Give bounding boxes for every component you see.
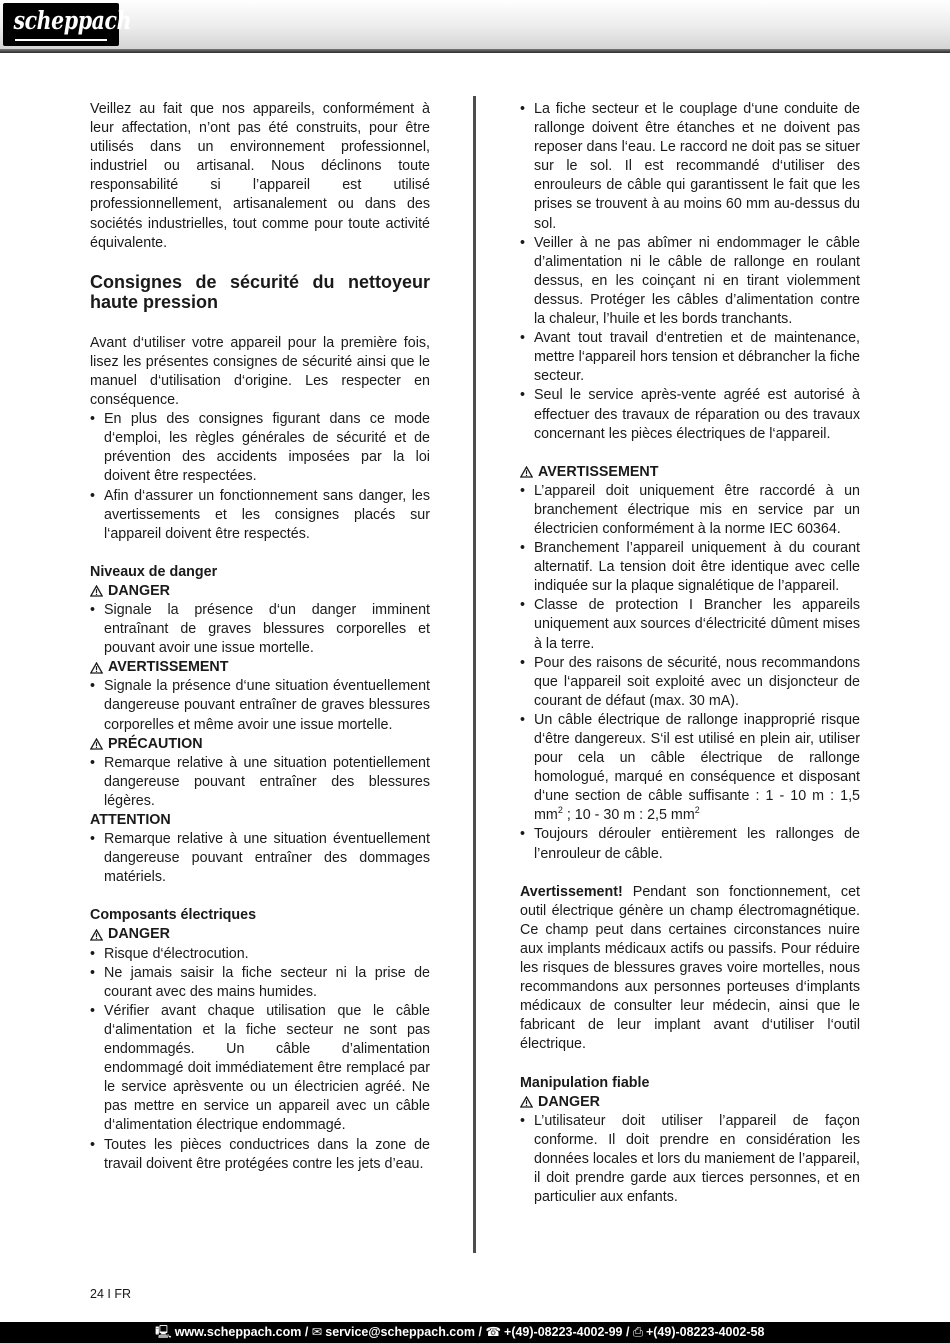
page-number: 24 I FR xyxy=(90,1287,131,1301)
footer-email[interactable]: service@scheppach.com xyxy=(325,1325,476,1339)
danger-list xyxy=(90,601,430,658)
list-item: • En plus des consignes figurant dans ce mode d‘emploi, les règles générales de sécurité et de prévention des accidents imposées par la loi doivent être respectées. xyxy=(90,410,430,486)
list-item: • Remarque relative à une situation éventuellement dangereuse pouvant entraîner des dommages matériels. xyxy=(90,830,430,887)
list-item: • Signale la présence d‘un danger imminent entraînant de graves blessures corporelles et pouvant avoir une issue mortelle. xyxy=(90,601,430,658)
list-item: • L’appareil doit uniquement être raccordé à un branchement électrique mis en service par un électricien conformément à la norme IEC 60364. xyxy=(520,482,860,539)
page-footer xyxy=(0,1322,950,1343)
handling-danger-heading xyxy=(520,1093,860,1112)
separator: / xyxy=(475,1325,486,1339)
superscript: 2 xyxy=(694,805,700,816)
emf-text: Pendant son fonctionnement, cet outil électrique génère un champ électromagnétique. Ce champ peut dans certaines circonstances nuire aux implants médicaux actifs ou passifs. Pour réduire les risques de blessures graves voire mortelles, nous recommandons aux personnes porteuses d‘implants médicaux de consulter leur médecin, ainsi que le fabricant de leur implant avant d‘utiliser l‘outil électrique. xyxy=(520,883,860,1053)
warning-list xyxy=(90,677,430,734)
footer-phone: +(49)-08223-4002-99 xyxy=(504,1325,623,1339)
warning-triangle-icon xyxy=(90,738,103,750)
attention-label: ATTENTION xyxy=(90,812,171,828)
list-item: • Toujours dérouler entièrement les rallonges de l’enrouleur de câble. xyxy=(520,825,860,863)
levels-title: Niveaux de danger xyxy=(90,563,218,580)
warning-triangle-icon xyxy=(90,585,103,597)
logo-text: scheppach xyxy=(13,6,132,35)
warning-heading xyxy=(90,658,430,677)
footer-website[interactable]: www.scheppach.com xyxy=(174,1325,302,1339)
separator: / xyxy=(622,1325,633,1339)
list-item: • Pour des raisons de sécurité, nous recommandons que l‘appareil soit exploité avec un disjoncteur de courant de défaut (max. 30 mA). xyxy=(520,654,860,711)
list-item: • Avant tout travail d‘entretien et de maintenance, mettre l‘appareil hors tension et débrancher la fiche secteur. xyxy=(520,329,860,386)
right-warning-heading xyxy=(520,463,860,482)
list-item: • La fiche secteur et le couplage d‘une conduite de rallonge doivent être étanches et ne doivent pas reposer dans l‘eau. Le raccord ne doit pas se situer sur le sol. Il est recommandé d‘utiliser des enrouleurs de câble qui garantissent le fait que les prises se trouvent à au moins 60 mm au-dessus du sol. xyxy=(520,100,860,234)
cable-safety-list xyxy=(520,100,860,444)
cable-section-item xyxy=(520,711,860,826)
header-rule xyxy=(0,49,950,53)
caution-heading xyxy=(90,735,430,754)
column-divider xyxy=(473,96,476,1253)
attention-list xyxy=(90,830,430,887)
right-warning-list xyxy=(520,482,860,864)
before-use-paragraph: Avant d‘utiliser votre appareil pour la première fois, lisez les présentes consignes de sécurité ainsi que le manuel d‘utilisation d‘origine. Les respecter en conséquence. xyxy=(90,334,430,409)
right-column xyxy=(520,100,860,1207)
list-item: • Veiller à ne pas abîmer ni endommager le câble d’alimentation ni le câble de rallonge en roulant dessus, en les coinçant ni en tirant violemment dessus. Protéger les câbles d’alimentation contre la chaleur, l’huile et les bords tranchants. xyxy=(520,234,860,329)
list-item: • Branchement l’appareil uniquement à du courant alternatif. La tension doit être identique avec celle indiquée sur la plaque signalétique de l’appareil. xyxy=(520,539,860,596)
intro-paragraph: Veillez au fait que nos appareils, conformément à leur affectation, n’ont pas été construits, pour être utilisés dans un environnement professionnel, industriel ou artisanal. Nous déclinons toute responsabilité si l’appareil est utilisé professionnellement, artisanalement ou dans des sociétés industrielles, tout comme pour toute activité équivalente. xyxy=(90,101,430,251)
list-item: • Classe de protection I Brancher les appareils uniquement aux sources d‘électricité dûment mises à la terre. xyxy=(520,596,860,653)
cable-item-mid: ; 10 - 30 m : 2,5 mm xyxy=(562,807,695,824)
electrical-list xyxy=(90,945,430,1174)
electrical-title: Composants électriques xyxy=(90,907,257,924)
caution-list xyxy=(90,754,430,811)
heading-line-2: haute pression xyxy=(90,291,219,312)
page-header xyxy=(0,0,950,49)
handling-list xyxy=(520,1112,860,1207)
danger-heading xyxy=(90,582,430,601)
handling-title: Manipulation fiable xyxy=(520,1074,650,1091)
heading-line-1: Consignes de sécurité du nettoyeur xyxy=(90,271,430,292)
list-item: • Remarque relative à une situation potentiellement dangereuse pouvant entraîner des blessures légères. xyxy=(90,754,430,811)
warning-triangle-icon xyxy=(90,662,103,674)
danger-label: DANGER xyxy=(108,926,170,943)
danger-label: DANGER xyxy=(108,582,170,599)
emf-paragraph xyxy=(520,883,860,1055)
phone-icon: ☎ xyxy=(485,1325,502,1339)
danger-label: DANGER xyxy=(538,1093,600,1110)
list-item: • Signale la présence d‘une situation éventuellement dangereuse pouvant entraîner de graves blessures corporelles et même avoir une issue mortelle. xyxy=(90,677,430,734)
footer-fax: +(49)-08223-4002-58 xyxy=(645,1325,765,1339)
emf-label: Avertissement! xyxy=(520,883,623,900)
warning-triangle-icon xyxy=(520,466,533,478)
superscript: 2 xyxy=(557,805,563,816)
fax-icon: ⎙ xyxy=(632,1325,643,1339)
section-heading xyxy=(90,272,430,312)
list-item: • Vérifier avant chaque utilisation que le câble d‘alimentation et la fiche secteur ne sont pas endommagés. Un câble d’alimentation endommagé doit immédiatement être remplacé par le service aprèsvente ou un électricien agréé. Ne pas mettre en service un appareil avec un câble d‘alimentation électrique endommagé. xyxy=(90,1002,430,1136)
list-item: • Afin d‘assurer un fonctionnement sans danger, les avertissements et les consignes placés sur l‘appareil doivent être respectés. xyxy=(90,487,430,544)
left-column xyxy=(90,100,430,1174)
logo-underline xyxy=(15,39,107,41)
email-icon: ✉ xyxy=(311,1325,323,1339)
warning-label: AVERTISSEMENT xyxy=(108,659,229,676)
warning-triangle-icon xyxy=(520,1096,533,1108)
before-use-list xyxy=(90,410,430,544)
electrical-danger-heading xyxy=(90,925,430,944)
warning-triangle-icon xyxy=(90,929,103,941)
footer-contacts xyxy=(155,1322,764,1343)
warning-label: AVERTISSEMENT xyxy=(538,463,659,480)
list-item: • Ne jamais saisir la fiche secteur ni la prise de courant avec des mains humides. xyxy=(90,964,430,1002)
list-item: • L’utilisateur doit utiliser l’appareil de façon conforme. Il doit prendre en considération les données locales et lors du maniement de l’appareil, il doit prendre garde aux tierces personnes, et en particulier aux enfants. xyxy=(520,1112,860,1207)
list-item: • Risque d‘électrocution. xyxy=(90,945,430,964)
caution-label: PRÉCAUTION xyxy=(108,735,203,752)
separator: / xyxy=(301,1325,312,1339)
list-item: • Seul le service après-vente agréé est autorisé à effectuer des travaux de réparation ou des travaux concernant les pièces électriques de l‘appareil. xyxy=(520,386,860,443)
list-item: • Toutes les pièces conductrices dans la zone de travail doivent être protégées contre les jets d’eau. xyxy=(90,1136,430,1174)
cable-item-text: Un câble électrique de rallonge inapproprié risque d‘être dangereux. S‘il est utilisé en plein air, utiliser pour cela un câble électrique de rallonge homologué, marqué en conséquence et disposant d‘une section de câble suffisante : 1 - 10 m : 1,5 mm xyxy=(534,711,860,824)
computer-icon: 🖳 xyxy=(155,1325,172,1339)
scheppach-logo xyxy=(3,3,132,46)
